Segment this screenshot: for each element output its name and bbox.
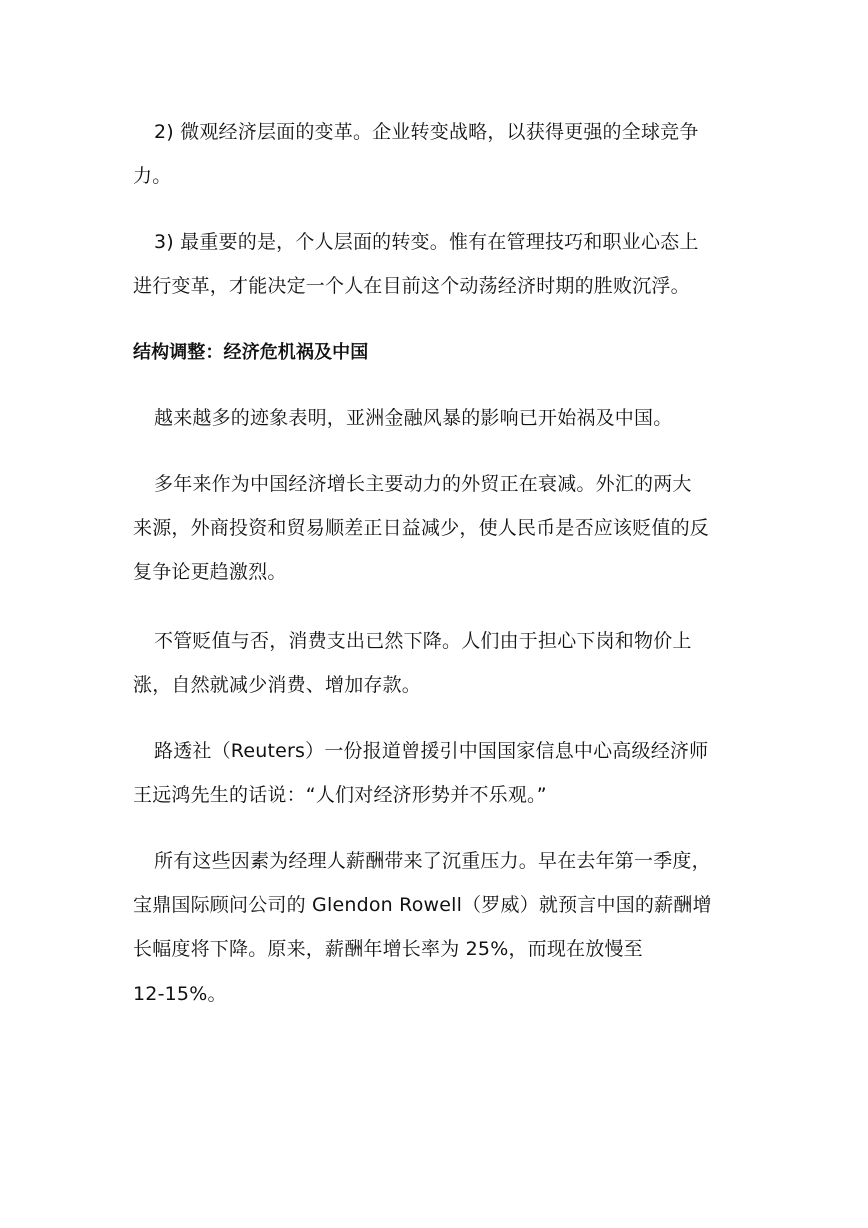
paragraph-5-line-2: 宝鼎国际顾问公司的 Glendon Rowell（罗威）就预言中国的薪酬增 (133, 894, 712, 916)
paragraph-5-line-3: 长幅度将下降。原来，薪酬年增长率为 25%，而现在放慢至 (133, 938, 643, 960)
paragraph-4-line-1: 路透社（Reuters）一份报道曾援引中国国家信息中心高级经济师 (154, 740, 709, 762)
list-item-2-line-1: 2) 微观经济层面的变革。企业转变战略，以获得更强的全球竞争 (154, 121, 699, 143)
paragraph-2-line-2: 来源，外商投资和贸易顺差正日益减少，使人民币是否应该贬值的反 (133, 517, 710, 539)
paragraph-4-line-2: 王远鸿先生的话说：“人们对经济形势并不乐观。” (133, 784, 547, 806)
list-item-3-line-1: 3) 最重要的是，个人层面的转变。惟有在管理技巧和职业心态上 (154, 231, 699, 253)
paragraph-1-line-1: 越来越多的迹象表明，亚洲金融风暴的影响已开始祸及中国。 (154, 407, 673, 429)
paragraph-5-line-4: 12-15%。 (133, 983, 227, 1005)
list-item-2-line-2: 力。 (133, 165, 172, 187)
paragraph-3-line-1: 不管贬值与否，消费支出已然下降。人们由于担心下岗和物价上 (154, 630, 692, 652)
section-heading: 结构调整：经济危机祸及中国 (133, 342, 369, 363)
paragraph-2-line-1: 多年来作为中国经济增长主要动力的外贸正在衰减。外汇的两大 (154, 473, 692, 495)
list-item-3-line-2: 进行变革，才能决定一个人在目前这个动荡经济时期的胜败沉浮。 (133, 275, 690, 297)
paragraph-2-line-3: 复争论更趋激烈。 (133, 561, 287, 583)
paragraph-3-line-2: 涨，自然就减少消费、增加存款。 (133, 674, 422, 696)
paragraph-5-line-1: 所有这些因素为经理人薪酬带来了沉重压力。早在去年第一季度， (154, 850, 711, 872)
